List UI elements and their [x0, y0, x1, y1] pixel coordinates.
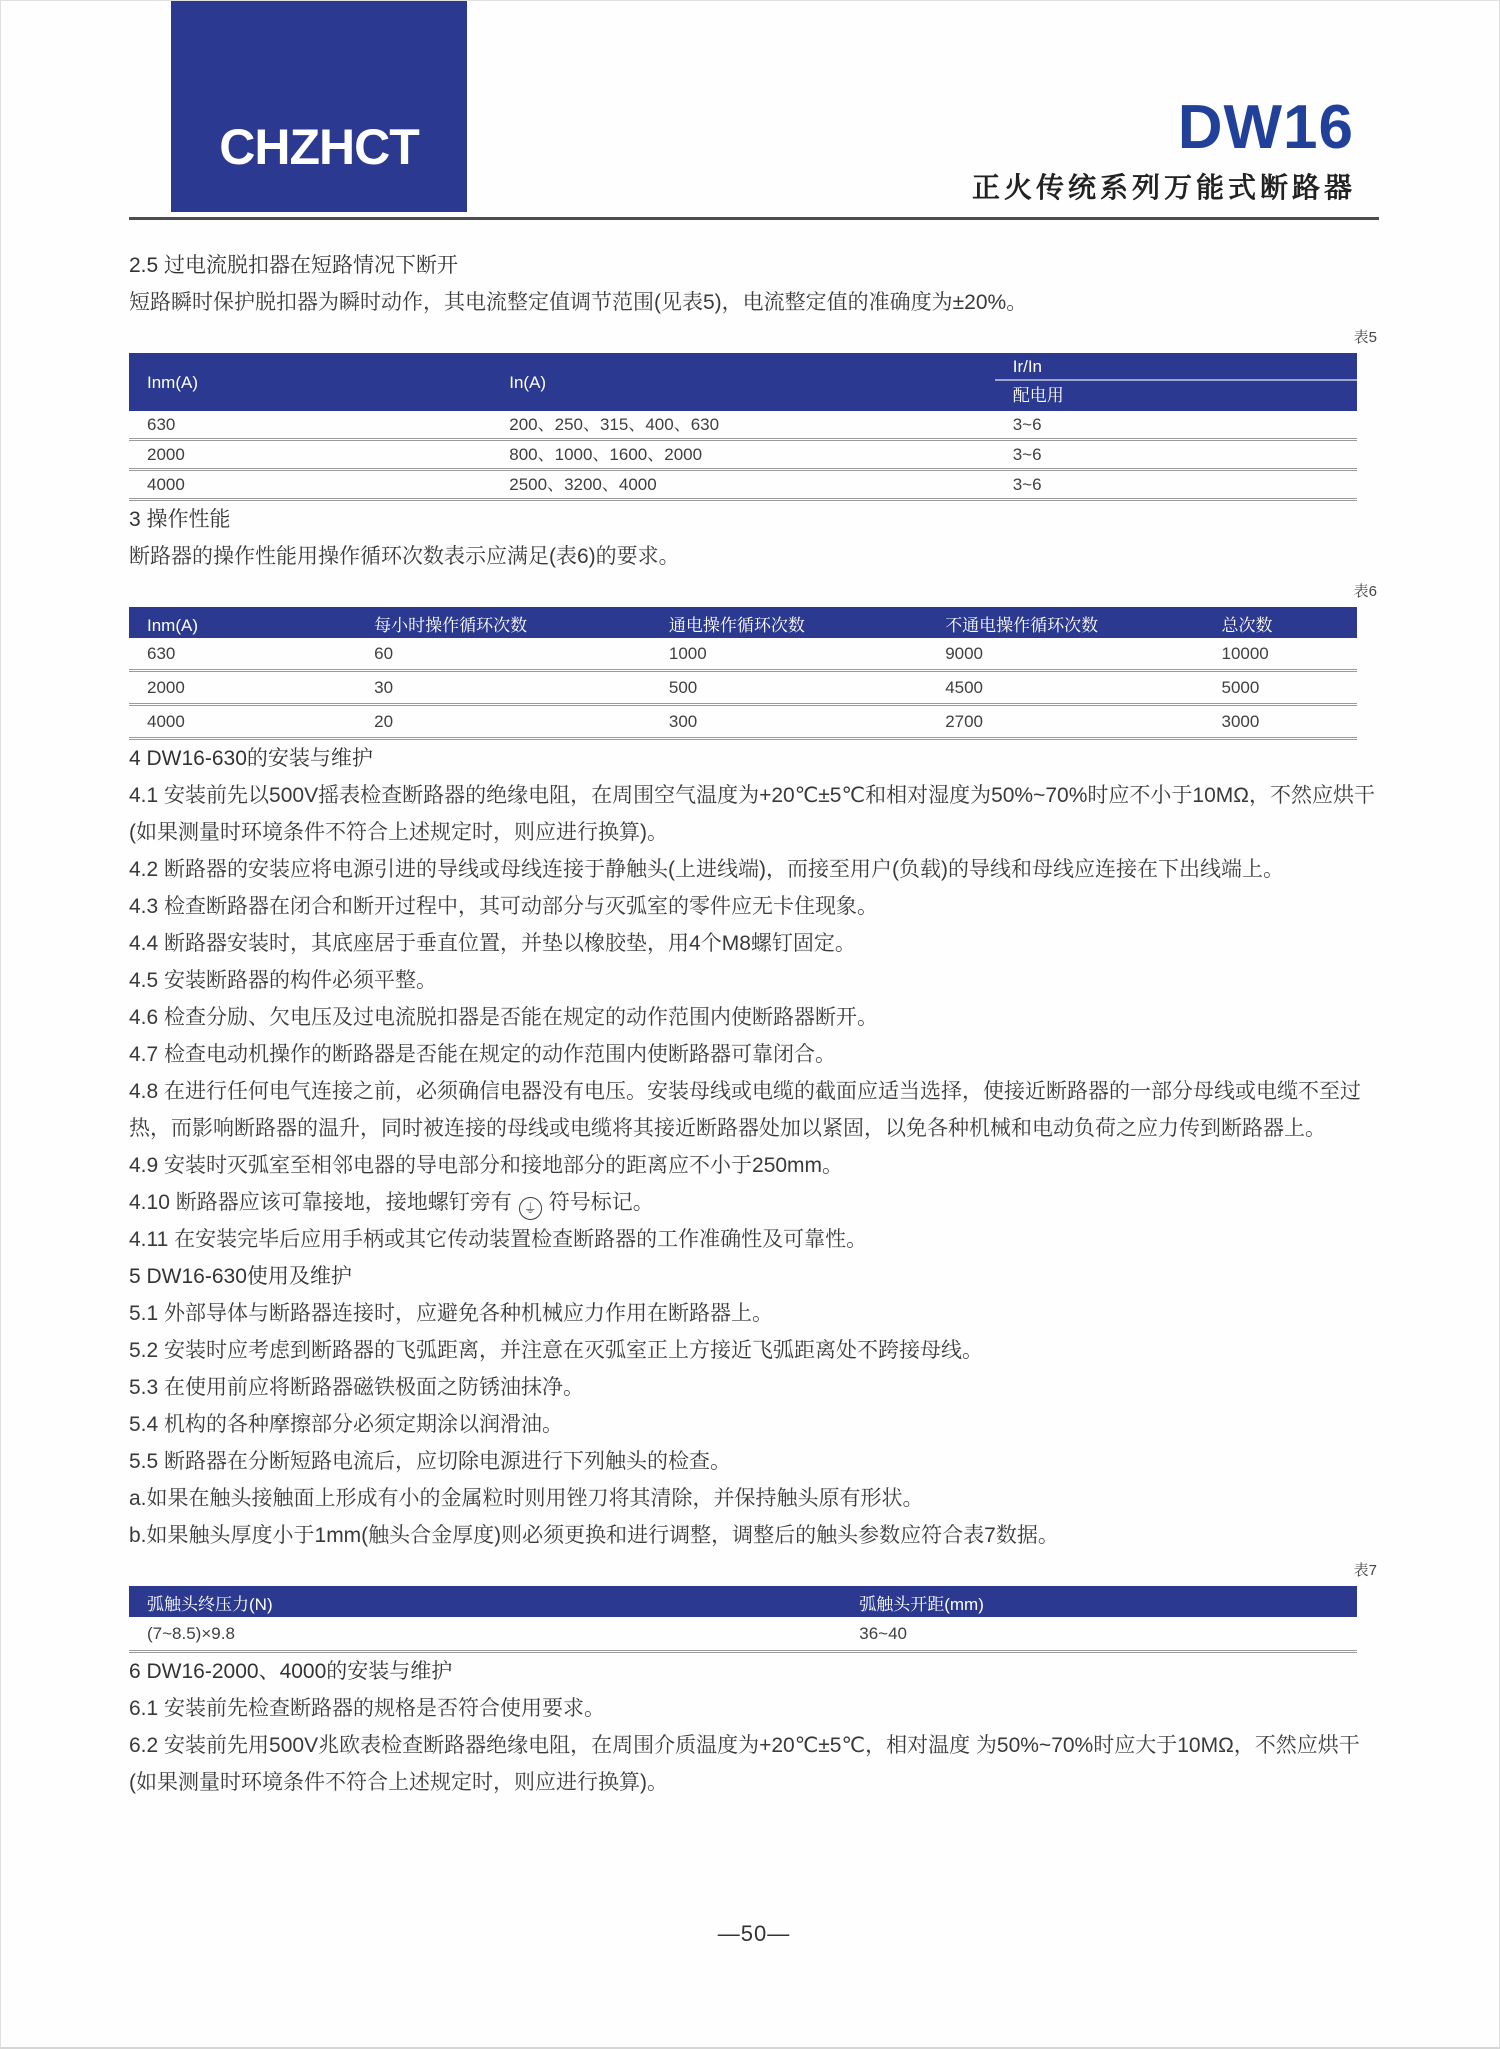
item-4-1: 4.1 安装前先以500V摇表检查断路器的绝缘电阻，在周围空气温度为+20℃±5℃和相对湿度为50%~70%时应不小于10MΩ，不然应烘干(如果测量时环境条件不符合上述规定时，则应进行换算)。	[129, 784, 1375, 844]
table-cell: 2700	[945, 712, 984, 731]
table-cell: 300	[668, 712, 698, 731]
table-5-label: 表5	[1353, 329, 1377, 346]
table-5	[129, 353, 1357, 501]
table-cell: 500	[668, 678, 698, 697]
table-5-header-row	[129, 353, 1357, 411]
table-row	[129, 672, 1357, 706]
item-6-2: 6.2 安装前先用500V兆欧表检查断路器绝缘电阻，在周围介质温度为+20℃±5℃，相对温度 为50%~70%时应大于10MΩ，不然应烘干(如果测量时环境条件不符合上述规定时，则应进行换算)。	[129, 1734, 1360, 1794]
brand-logo	[171, 1, 467, 212]
section-5-heading: 5 DW16-630使用及维护	[129, 1265, 352, 1288]
table-cell: 630	[147, 415, 176, 434]
table-cell: 2000	[147, 445, 185, 464]
item-4-10-text: 符号标记。	[548, 1191, 654, 1214]
header-cell: In(A)	[509, 372, 547, 392]
header-cell: 弧触头终压力(N)	[147, 1595, 273, 1614]
table-cell: 3~6	[1012, 445, 1042, 464]
table-cell: 10000	[1221, 644, 1269, 663]
table-cell: 800、1000、1600、2000	[509, 445, 703, 464]
item-5-3: 5.3 在使用前应将断路器磁铁极面之防锈油抹净。	[129, 1376, 585, 1399]
document-body	[129, 247, 1379, 1801]
table-6-label: 表6	[1353, 583, 1377, 600]
table-cell: 9000	[945, 644, 984, 663]
section-3-paragraph: 断路器的操作性能用操作循环次数表示应满足(表6)的要求。	[129, 545, 680, 568]
header-cell: Ir/In	[995, 353, 1357, 381]
header-cell: Inm(A)	[147, 372, 198, 392]
item-4-11: 4.11 在安装完毕后应用手柄或其它传动装置检查断路器的工作准确性及可靠性。	[129, 1228, 868, 1251]
table-row	[129, 411, 1357, 441]
table-row	[129, 471, 1357, 501]
header-cell: 不通电操作循环次数	[945, 616, 1099, 635]
section-2-5-heading: 2.5 过电流脱扣器在短路情况下断开	[129, 254, 459, 277]
table-cell: 2500、3200、4000	[509, 475, 657, 494]
item-4-7: 4.7 检查电动机操作的断路器是否能在规定的动作范围内使断路器可靠闭合。	[129, 1043, 837, 1066]
table-6-header-row	[129, 607, 1357, 638]
table-cell: 4000	[147, 712, 185, 731]
header-cell: 总次数	[1221, 616, 1273, 635]
section-6-heading: 6 DW16-2000、4000的安装与维护	[129, 1660, 453, 1683]
footer-page-number: —50—	[717, 1921, 791, 1946]
table-cell: 5000	[1221, 678, 1260, 697]
table-cell: 36~40	[859, 1624, 907, 1643]
table-7-label: 表7	[1353, 1562, 1377, 1579]
table-row	[129, 441, 1357, 471]
item-4-6: 4.6 检查分励、欠电压及过电流脱扣器是否能在规定的动作范围内使断路器断开。	[129, 1006, 879, 1029]
header-cell: 配电用	[1012, 385, 1064, 405]
table-cell: 3~6	[1012, 415, 1042, 434]
item-5-1: 5.1 外部导体与断路器连接时，应避免各种机械应力作用在断路器上。	[129, 1302, 774, 1325]
table-cell: 200、250、315、400、630	[509, 415, 720, 434]
item-4-4: 4.4 断路器安装时，其底座居于垂直位置，并垫以橡胶垫，用4个M8螺钉固定。	[129, 932, 856, 955]
item-4-3: 4.3 检查断路器在闭合和断开过程中，其可动部分与灭弧室的零件应无卡住现象。	[129, 895, 879, 918]
table-cell: (7~8.5)×9.8	[147, 1624, 235, 1643]
header-divider	[129, 217, 1379, 220]
item-4-10-text: 4.10 断路器应该可靠接地，接地螺钉旁有	[129, 1191, 512, 1214]
table-row	[129, 1617, 1357, 1653]
table-7	[129, 1586, 1357, 1653]
ground-symbol-icon	[519, 1197, 542, 1220]
header-cell-group	[995, 353, 1357, 411]
table-cell: 630	[147, 644, 176, 663]
series-subtitle: 正火传统系列万能式断路器	[971, 172, 1356, 203]
item-5-4: 5.4 机构的各种摩擦部分必须定期涂以润滑油。	[129, 1413, 564, 1436]
header-cell: Inm(A)	[147, 616, 198, 635]
header-cell: 通电操作循环次数	[668, 616, 805, 635]
table-cell: 1000	[668, 644, 707, 663]
item-4-2: 4.2 断路器的安装应将电源引进的导线或母线连接于静触头(上进线端)，而接至用户(负载)的导线和母线应连接在下出线端上。	[129, 858, 1284, 881]
model-title: DW16	[1177, 93, 1354, 162]
item-4-10	[129, 1184, 1379, 1221]
table-cell: 20	[374, 712, 394, 731]
table-cell: 4500	[945, 678, 984, 697]
item-5-2: 5.2 安装时应考虑到断路器的飞弧距离，并注意在灭弧室正上方接近飞弧距离处不跨接母线。	[129, 1339, 984, 1362]
table-6	[129, 607, 1357, 740]
table-row	[129, 706, 1357, 740]
table-7-header-row	[129, 1586, 1357, 1617]
table-cell: 3000	[1221, 712, 1260, 731]
table-cell: 3~6	[1012, 475, 1042, 494]
table-row	[129, 638, 1357, 672]
item-5-5-a: a.如果在触头接触面上形成有小的金属粒时则用锉刀将其清除，并保持触头原有形状。	[129, 1487, 924, 1510]
table-cell: 60	[374, 644, 394, 663]
section-3-heading: 3 操作性能	[129, 508, 231, 531]
table-cell: 2000	[147, 678, 185, 697]
item-4-5: 4.5 安装断路器的构件必须平整。	[129, 969, 438, 992]
section-2-5-paragraph: 短路瞬时保护脱扣器为瞬时动作，其电流整定值调节范围(见表5)，电流整定值的准确度为±20%。	[129, 291, 1028, 314]
brand-logo-text: CHZHCT	[219, 119, 419, 175]
item-6-1: 6.1 安装前先检查断路器的规格是否符合使用要求。	[129, 1697, 606, 1720]
header-cell: 弧触头开距(mm)	[859, 1595, 984, 1614]
table-cell: 30	[374, 678, 394, 697]
item-4-9: 4.9 安装时灭弧室至相邻电器的导电部分和接地部分的距离应不小于250mm。	[129, 1154, 844, 1177]
item-4-8: 4.8 在进行任何电气连接之前，必须确信电器没有电压。安装母线或电缆的截面应适当选择，使接近断路器的一部分母线或电缆不至过热，而影响断路器的温升，同时被连接的母线或电缆将其接近断路器处加以紧固，以免各种机械和电动负荷之应力传到断路器上。	[129, 1080, 1362, 1140]
header-cell: 每小时操作循环次数	[374, 616, 528, 635]
item-5-5: 5.5 断路器在分断短路电流后，应切除电源进行下列触头的检查。	[129, 1450, 732, 1473]
ground-symbol-glyph: ⏚	[523, 1201, 537, 1216]
item-5-5-b: b.如果触头厚度小于1mm(触头合金厚度)则必须更换和进行调整，调整后的触头参数应符合表7数据。	[129, 1524, 1059, 1547]
section-4-heading: 4 DW16-630的安装与维护	[129, 747, 373, 770]
table-cell: 4000	[147, 475, 185, 494]
